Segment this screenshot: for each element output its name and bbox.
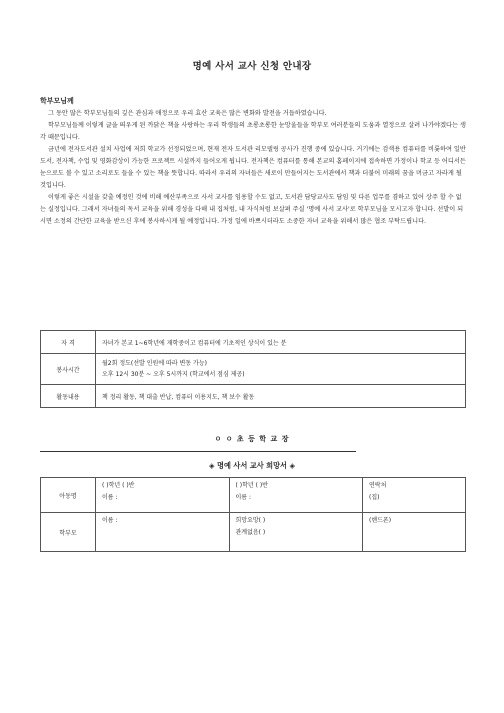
info-table <box>40 330 466 408</box>
table-row <box>41 385 466 408</box>
table-row <box>41 354 466 385</box>
qualification-value: 자녀가 본교 1~6학년에 재학중이고 컴퓨터에 기초적인 상식이 있는 분 <box>96 331 466 354</box>
parent-name-field[interactable] <box>96 513 230 552</box>
paragraph: 금년에 전자도서관 설치 사업에 저희 학교가 선정되었으며, 현재 전자 도서관 리모델링 공사가 진행 중에 있습니다. 거기에는 검색용 컴퓨터를 비롯하여 일반 도서, 전자책, 수업 및 영화감상이 가능한 프로젝트 시설까지 들어오게 됩니다. 전자책은 컴퓨터를 통해 본교의 홈페이지에 접속하면 가정이나 학교 등 어디서든 눈으로도 볼 수 있고 소리로도 들을 수 있는 책을 뜻합니다. 따라서 우리의 자녀들은 새로이 만들어지는 도서관에서 책과 더불어 미래의 꿈을 머금고 자라게 될 것입니다. <box>40 146 466 189</box>
cut-line <box>40 451 356 452</box>
wish-no-option: 관계없음( ) <box>235 529 266 536</box>
contact-label: 연락처 <box>369 482 387 489</box>
service-time-value <box>96 354 466 385</box>
paragraph: 이렇게 좋은 시설을 갖출 예정인 것에 비해 예산부족으로 사서 교사를 임용할 수도 없고, 도서관 담당교사도 담임 및 다른 업무를 겸하고 있어 상주 할 수 없는 실정입니다. 그래서 자녀들의 독서 교육을 위해 경성을 다해 내 집처럼, 내 자식처럼 보살펴 주실 '명예 사서 교사'로 학부모님을 모시고자 합니다. 선발이 되시면 소정의 간단한 교육을 받으신 후에 봉사하시게 될 예정입니다. 가정 일에 바쁘시더라도 소중한 자녀 교육을 위해서 많은 협조 부탁드립니다. <box>40 194 464 225</box>
grade-class-field: ( )학년 ( )반 <box>235 482 268 489</box>
mobile-label: (핸드폰) <box>369 517 392 524</box>
school-signature: ㅇ ㅇ 초 등 학 교 장 <box>214 435 290 443</box>
paragraph: 학부모님들께 이렇게 글을 띄우게 된 까닭은 책을 사랑하는 우리 학생들의 초롱초롱한 눈망울들을 학부모 여러분들의 도움과 열정으로 살려 나가야겠다는 생각 때문입니다. <box>40 122 466 141</box>
name-field: 이름 : <box>102 517 118 524</box>
letter-body <box>40 108 466 228</box>
child-name-label: 아동명 <box>41 478 96 513</box>
name-field: 이름 : <box>235 494 252 501</box>
paragraph: 그 동안 많은 학부모님들의 깊은 관심과 애정으로 우리 효산 교육은 많은 변화와 발전을 거듭하였습니다. <box>48 110 327 117</box>
child-field-1[interactable] <box>96 478 230 513</box>
form-row <box>41 478 466 513</box>
child-field-2[interactable] <box>229 478 363 513</box>
wish-field[interactable] <box>229 513 363 552</box>
form-title: ◈ 명예 사서 교사 희망서 ◈ <box>208 461 296 470</box>
contact-field[interactable] <box>363 478 466 513</box>
salutation: 학부모님께 <box>40 97 74 105</box>
parent-label: 학부모 <box>41 513 96 552</box>
home-phone-label: (집) <box>369 494 380 501</box>
name-field: 이름 : <box>102 494 118 501</box>
service-time-label: 봉사시간 <box>41 354 96 385</box>
activity-value: 책 정리 활동, 책 대출 반납, 컴퓨터 이용지도, 책 보수 활동 <box>96 385 466 408</box>
form-row <box>41 513 466 552</box>
grade-class-field: ( )학년 ( )반 <box>102 482 135 489</box>
qualification-label: 자 격 <box>41 331 96 354</box>
service-time-line: 오후 12시 30분 ~ 오후 5시까지 (학교에서 점심 제공) <box>102 371 245 378</box>
table-row <box>41 331 466 354</box>
mobile-field[interactable] <box>363 513 466 552</box>
document-title: 명예 사서 교사 신청 안내장 <box>192 61 312 72</box>
service-time-line: 월2회 정도(선발 인원에 따라 변동 가능) <box>102 360 207 367</box>
activity-label: 활동내용 <box>41 385 96 408</box>
application-form <box>40 477 466 552</box>
wish-yes-option: 희망요망( ) <box>235 517 266 524</box>
